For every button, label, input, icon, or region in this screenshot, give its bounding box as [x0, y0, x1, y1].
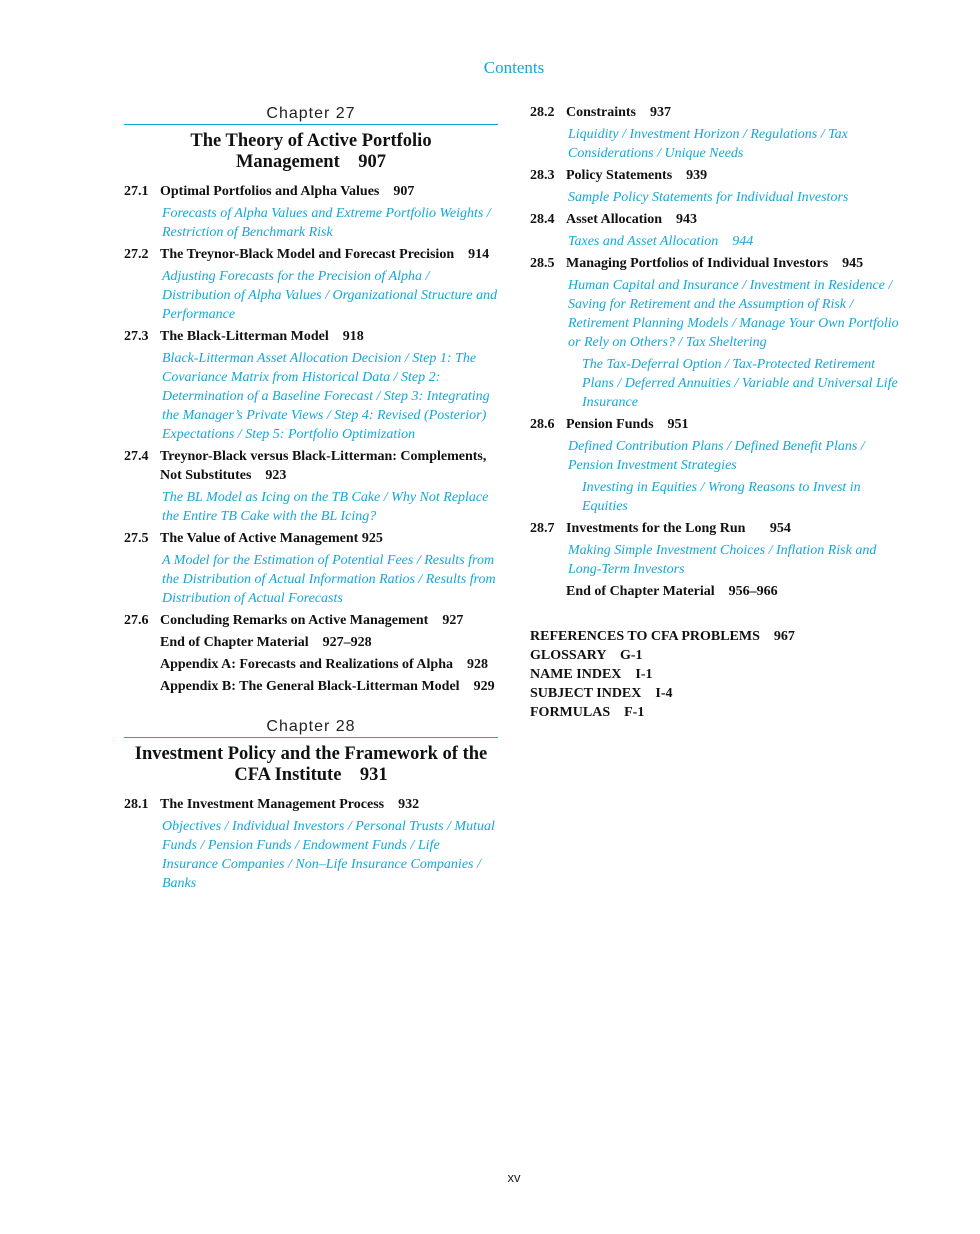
section-number: 27.3	[124, 329, 149, 344]
toc-section[interactable]	[124, 447, 498, 526]
section-title[interactable]: Constraints 937	[566, 105, 672, 120]
section-number: 28.1	[124, 797, 149, 812]
appendix-a[interactable]: Appendix A: Forecasts and Realizations of Alpha 928	[160, 657, 488, 672]
chapter-title-line: Investment Policy and the Framework of the	[134, 744, 488, 764]
chapter-title-line: The Theory of Active Portfolio	[190, 131, 432, 151]
section-title[interactable]: Managing Portfolios of Individual Investors 945	[566, 256, 864, 271]
section-title[interactable]: Treynor-Black versus Black-Litterman: Complements, Not Substitutes 923	[160, 449, 490, 483]
section-title[interactable]: The Black-Litterman Model 918	[160, 329, 364, 344]
section-topics: Black-Litterman Asset Allocation Decision / Step 1: The Covariance Matrix from Historical Data / Step 2: Determination of a Baseline Forecast / Step 3: Integrating the Manager’s Private Views / Step 4: Revised (Posterior) Expectations / Step 5: Portfolio Optimization	[162, 351, 490, 442]
section-number: 28.6	[530, 417, 555, 432]
chapter-28-heading	[124, 718, 498, 786]
section-number: 28.2	[530, 105, 555, 120]
right-column	[530, 103, 910, 722]
section-title[interactable]: The Investment Management Process 932	[160, 797, 420, 812]
section-topics: Adjusting Forecasts for the Precision of Alpha / Distribution of Alpha Values / Organizational Structure and Performance	[162, 269, 498, 322]
section-number: 27.6	[124, 613, 149, 628]
section-title[interactable]: Concluding Remarks on Active Management 927	[160, 613, 464, 628]
subsection-topics: The Tax-Deferral Option / Tax-Protected Retirement Plans / Deferred Annuities / Variable and Universal Life Insurance	[582, 357, 898, 410]
section-topics: Defined Contribution Plans / Defined Benefit Plans / Pension Investment Strategies	[568, 439, 865, 473]
appendix-b[interactable]: Appendix B: The General Black-Litterman Model 929	[160, 679, 495, 694]
section-title[interactable]: Investments for the Long Run 954	[566, 521, 791, 536]
section-topics: Objectives / Individual Investors / Personal Trusts / Mutual Funds / Pension Funds / Endowment Funds / Life Insurance Companies / Non–Life Insurance Companies / Banks	[162, 819, 495, 891]
back-matter-item[interactable]: GLOSSARY G-1	[530, 648, 643, 663]
section-topics: A Model for the Estimation of Potential Fees / Results from the Distribution of Actual Information Ratios / Results from Distribution of Actual Forecasts	[162, 553, 496, 606]
toc-section[interactable]	[124, 795, 498, 893]
section-number: 27.2	[124, 247, 149, 262]
chapter-title	[124, 131, 498, 173]
section-number: 27.1	[124, 184, 149, 199]
section-number: 28.7	[530, 521, 555, 536]
chapter-label: Chapter 27	[124, 105, 498, 125]
toc-section[interactable]	[530, 254, 910, 412]
back-matter-list	[530, 627, 910, 722]
chapter-27-heading	[124, 105, 498, 173]
section-number: 27.4	[124, 449, 149, 464]
section-topics: Making Simple Investment Choices / Inflation Risk and Long-Term Investors	[568, 543, 877, 577]
section-title[interactable]: Asset Allocation 943	[566, 212, 698, 227]
subsection-topics: Investing in Equities / Wrong Reasons to Invest in Equities	[582, 480, 861, 514]
end-of-chapter-material[interactable]: End of Chapter Material 927–928	[160, 635, 372, 650]
chapter-title	[124, 744, 498, 786]
toc-section[interactable]	[530, 166, 910, 207]
toc-section[interactable]	[530, 519, 910, 579]
chapter-title-line: Management 907	[235, 152, 387, 172]
chapter-title-line: CFA Institute 931	[234, 765, 388, 785]
toc-section[interactable]	[124, 611, 498, 630]
chapter-label: Chapter 28	[124, 718, 498, 738]
section-title[interactable]: Optimal Portfolios and Alpha Values 907	[160, 184, 415, 199]
section-title[interactable]: The Treynor-Black Model and Forecast Precision 914	[160, 247, 490, 262]
section-number: 28.4	[530, 212, 555, 227]
toc-section[interactable]	[530, 415, 910, 516]
section-topics: Taxes and Asset Allocation 944	[568, 234, 754, 249]
section-number: 27.5	[124, 531, 149, 546]
toc-section[interactable]	[530, 210, 910, 251]
toc-section[interactable]	[124, 245, 498, 324]
end-of-chapter-material[interactable]: End of Chapter Material 956–966	[566, 584, 778, 599]
section-title[interactable]: Pension Funds 951	[566, 417, 689, 432]
section-topics: Liquidity / Investment Horizon / Regulations / Tax Considerations / Unique Needs	[568, 127, 848, 161]
toc-section[interactable]	[124, 529, 498, 608]
section-topics: Forecasts of Alpha Values and Extreme Portfolio Weights / Restriction of Benchmark Risk	[162, 206, 491, 240]
back-matter-item[interactable]: FORMULAS F-1	[530, 705, 645, 720]
section-number: 28.5	[530, 256, 555, 271]
left-column	[124, 105, 498, 896]
toc-section[interactable]	[530, 103, 910, 163]
section-topics: Sample Policy Statements for Individual Investors	[568, 190, 849, 205]
back-matter-item[interactable]: NAME INDEX I-1	[530, 667, 653, 682]
running-header: Contents	[483, 58, 545, 77]
section-title[interactable]: The Value of Active Management 925	[160, 531, 383, 546]
section-topics: Human Capital and Insurance / Investment in Residence / Saving for Retirement and the Assumption of Risk / Retirement Planning Models / Manage Your Own Portfolio or Rely on Others? / Tax Sheltering	[568, 278, 899, 350]
back-matter-item[interactable]: SUBJECT INDEX I-4	[530, 686, 673, 701]
section-topics: The BL Model as Icing on the TB Cake / Why Not Replace the Entire TB Cake with the BL Icing?	[162, 490, 489, 524]
section-number: 28.3	[530, 168, 555, 183]
toc-section[interactable]	[124, 327, 498, 444]
page-number: xv	[507, 1170, 521, 1185]
toc-section[interactable]	[124, 182, 498, 242]
back-matter-item[interactable]: REFERENCES TO CFA PROBLEMS 967	[530, 629, 795, 644]
section-title[interactable]: Policy Statements 939	[566, 168, 708, 183]
